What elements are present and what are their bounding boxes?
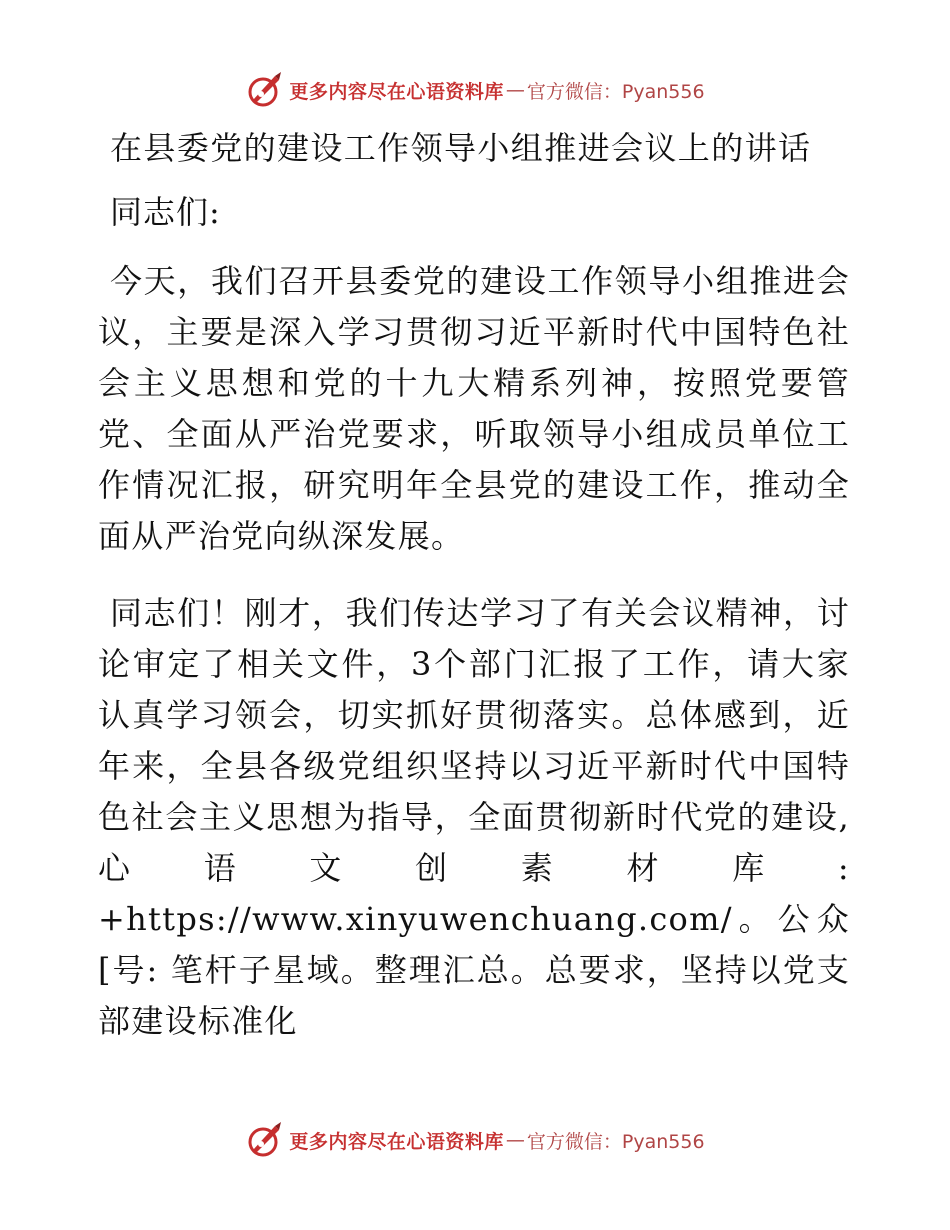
quill-logo-icon [245, 1120, 285, 1160]
footer-watermark-banner [0, 1118, 950, 1162]
paragraph-2: 同志们！刚才，我们传达学习了有关会议精神，讨论审定了相关文件，3个部门汇报了工作，请大家认真学习领会，切实抓好贯彻落实。总体感到，近年来，全县各级党组织坚持以习近平新时代中国特色社会主义思想为指导，全面贯彻新时代党的建设,心语文创素材库: +https://www.xinyuwenchuang.com/。公众[号: 笔杆子星域。整理汇总。总要求，坚持以党支部建设标准化 [98, 594, 850, 1040]
footer-contact-text: 官方微信：Pyan556 [526, 1130, 705, 1153]
header-watermark-banner [0, 68, 950, 112]
quill-logo-icon [245, 70, 285, 110]
header-separator: — [505, 79, 525, 101]
header-site-text: 更多内容尽在心语资料库 [289, 80, 504, 103]
document-title: 在县委党的建设工作领导小组推进会议上的讲话 [110, 129, 812, 167]
salutation: 同志们: [110, 193, 221, 231]
header-contact-text: 官方微信：Pyan556 [526, 80, 705, 103]
footer-site-text: 更多内容尽在心语资料库 [289, 1130, 504, 1153]
paragraph-1: 今天，我们召开县委党的建设工作领导小组推进会议，主要是深入学习贯彻习近平新时代中国特色社会主义思想和党的十九大精系列神，按照党要管党、全面从严治党要求，听取领导小组成员单位工作情况汇报，研究明年全县党的建设工作，推动全面从严治党向纵深发展。 [98, 262, 850, 555]
footer-separator: — [505, 1129, 525, 1151]
document-body [98, 120, 850, 1047]
